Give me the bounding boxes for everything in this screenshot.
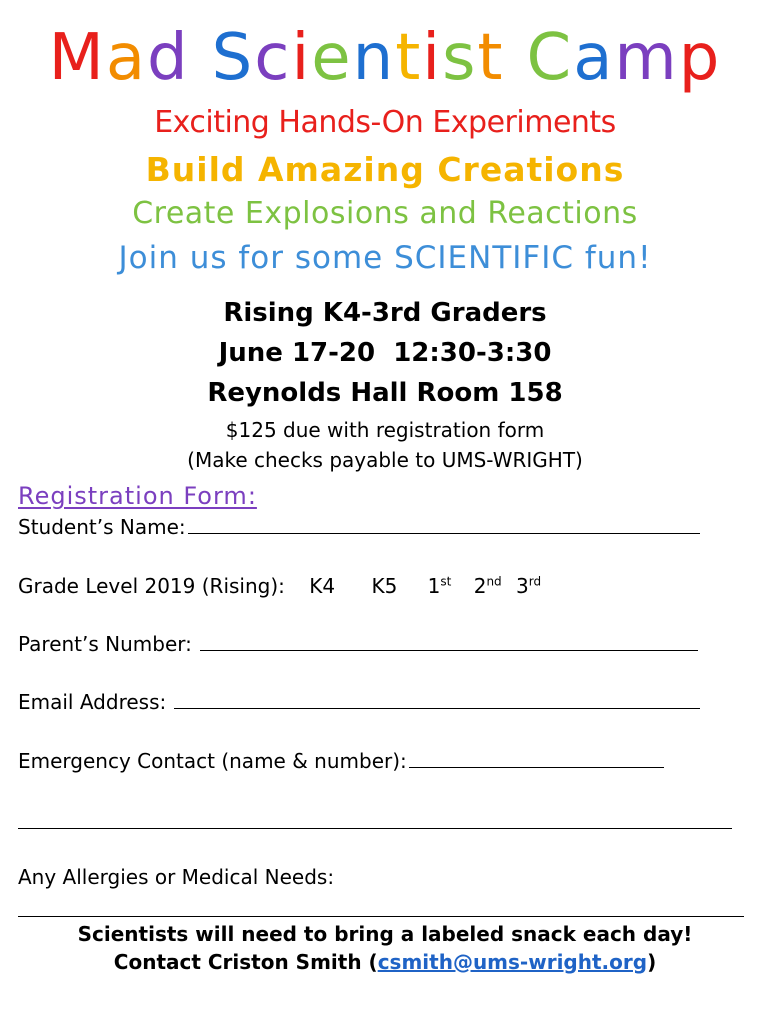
title-letter: i [422,21,443,95]
emergency-contact-label: Emergency Contact (name & number): [18,749,407,773]
parent-number-field [18,632,698,656]
grade-option-1st[interactable]: 1st [427,574,452,598]
allergies-line[interactable] [18,916,744,917]
title-letter: p [678,21,722,95]
title-letter: t [395,21,423,95]
emergency-contact-field [18,749,664,773]
parent-number-label: Parent’s Number: [18,632,192,656]
email-label: Email Address: [18,690,167,714]
grade-option-k5[interactable]: K5 [371,574,398,598]
email-field [18,690,700,714]
contact-line [0,950,770,974]
contact-email-link[interactable]: csmith@ums-wright.org [377,950,648,974]
tagline-explosions: Create Explosions and Reactions [132,196,638,231]
emergency-contact-line[interactable] [409,766,664,768]
student-name-field [18,515,700,539]
grade-level-label: Grade Level 2019 (Rising): [18,574,285,598]
title-letter: a [573,21,615,95]
email-line[interactable] [174,707,700,709]
registration-form-title: Registration Form: [18,482,257,510]
title-letter: C [526,21,574,95]
grade-option-3rd[interactable]: 3rd [516,574,542,598]
contact-prefix: Contact Criston Smith ( [113,950,378,974]
title-letter: d [147,21,190,95]
title-letter: M [48,21,106,95]
allergies-label: Any Allergies or Medical Needs: [18,865,335,889]
title-letter: s [442,21,478,95]
camp-title [0,18,770,98]
tagline-creations: Build Amazing Creations [145,150,625,189]
contact-suffix: ) [647,950,657,974]
grade-option-k4[interactable]: K4 [309,574,336,598]
title-letter: a [105,21,148,95]
location-info: Reynolds Hall Room 158 [207,378,563,408]
title-letter: m [614,21,679,95]
emergency-contact-line-2[interactable] [18,828,732,829]
student-name-line[interactable] [188,532,700,534]
tagline-experiments: Exciting Hands-On Experiments [154,105,616,140]
snack-note: Scientists will need to bring a labeled snack each day! [77,922,693,946]
tagline-fun: Join us for some SCIENTIFIC fun! [118,240,652,276]
dates-info: June 17-20 12:30-3:30 [218,338,552,368]
grades-info: Rising K4-3rd Graders [223,298,547,328]
title-letter: c [254,21,292,95]
title-letter: t [477,21,505,95]
title-letter: S [211,21,255,95]
parent-number-line[interactable] [200,649,698,651]
fee-info: $125 due with registration form [225,418,545,442]
title-letter [505,18,527,98]
allergies-field [18,865,334,889]
title-letter: i [291,21,312,95]
grade-level-field [18,574,541,598]
grade-option-2nd[interactable]: 2nd [473,574,502,598]
checks-info: (Make checks payable to UMS-WRIGHT) [187,448,583,472]
title-letter: n [352,21,396,95]
student-name-label: Student’s Name: [18,515,186,539]
title-letter [190,18,212,98]
title-letter: e [311,21,353,95]
